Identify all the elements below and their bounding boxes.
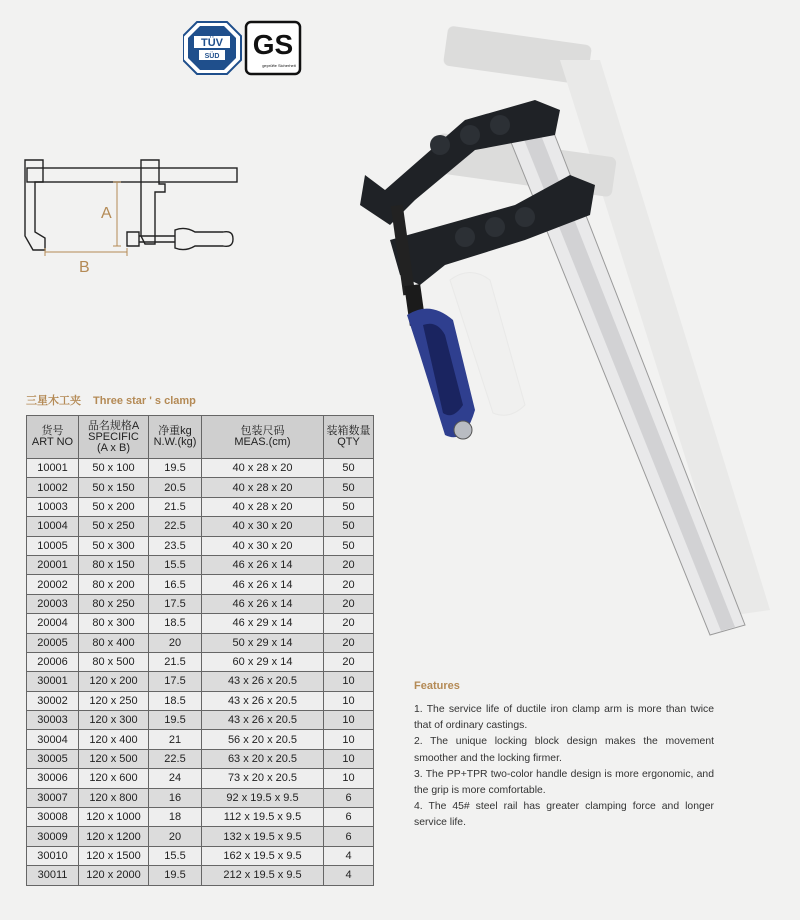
table-cell: 21 <box>149 730 202 749</box>
table-cell: 20 <box>324 652 374 671</box>
table-cell: 120 x 2000 <box>79 866 149 885</box>
table-row <box>27 730 374 749</box>
table-cell: 19.5 <box>149 711 202 730</box>
feature-item: 4. The 45# steel rail has greater clamping force and longer service life. <box>414 801 714 829</box>
table-cell: 80 x 500 <box>79 652 149 671</box>
column-header-en: QTY <box>337 436 360 448</box>
table-cell: 6 <box>324 788 374 807</box>
table-cell: 40 x 30 x 20 <box>202 517 324 536</box>
table-cell: 46 x 26 x 14 <box>202 575 324 594</box>
table-cell: 30002 <box>27 691 79 710</box>
table-cell: 30004 <box>27 730 79 749</box>
table-cell: 80 x 200 <box>79 575 149 594</box>
table-row <box>27 614 374 633</box>
column-header-cn: 装箱数量 <box>326 425 371 437</box>
table-cell: 30001 <box>27 672 79 691</box>
gs-subtext: geprüfte Sicherheit <box>262 63 296 68</box>
column-header <box>324 416 374 459</box>
table-cell: 10 <box>324 749 374 768</box>
table-cell: 80 x 250 <box>79 594 149 613</box>
table-row <box>27 711 374 730</box>
table-cell: 20001 <box>27 555 79 574</box>
table-cell: 50 <box>324 478 374 497</box>
certification-badges <box>183 20 303 76</box>
table-row <box>27 827 374 846</box>
table-cell: 19.5 <box>149 866 202 885</box>
table-cell: 120 x 400 <box>79 730 149 749</box>
table-cell: 73 x 20 x 20.5 <box>202 769 324 788</box>
column-header <box>27 416 79 459</box>
table-row <box>27 459 374 478</box>
column-header-cn: 净重kg <box>158 425 192 437</box>
table-cell: 30007 <box>27 788 79 807</box>
column-header-en: SPECIFIC <box>88 430 139 443</box>
table-cell: 43 x 26 x 20.5 <box>202 672 324 691</box>
dimension-a-label: A <box>101 205 112 222</box>
table-cell: 50 <box>324 517 374 536</box>
table-row <box>27 497 374 516</box>
gs-logo <box>246 22 300 74</box>
table-cell: 120 x 300 <box>79 711 149 730</box>
table-cell: 30005 <box>27 749 79 768</box>
feature-item: 2. The unique locking block design makes the movement smoother and the locking firmer. <box>414 736 714 764</box>
product-title-cn: 三星木工夹 <box>26 395 81 407</box>
table-row <box>27 575 374 594</box>
table-cell: 30003 <box>27 711 79 730</box>
table-cell: 50 <box>324 497 374 516</box>
product-clamp-image <box>345 25 800 655</box>
table-cell: 6 <box>324 808 374 827</box>
column-header <box>149 416 202 459</box>
feature-item: 3. The PP+TPR two-color handle design is more ergonomic, and the grip is more comfortable. <box>414 768 714 797</box>
table-cell: 46 x 26 x 14 <box>202 594 324 613</box>
table-cell: 120 x 600 <box>79 769 149 788</box>
table-cell: 19.5 <box>149 459 202 478</box>
table-cell: 20 <box>149 827 202 846</box>
column-header-en: N.W.(kg) <box>153 436 197 448</box>
dimension-b-label: B <box>79 259 90 276</box>
table-row <box>27 594 374 613</box>
table-cell: 120 x 1500 <box>79 846 149 865</box>
table-cell: 20 <box>324 614 374 633</box>
table-cell: 50 x 300 <box>79 536 149 555</box>
table-cell: 10 <box>324 711 374 730</box>
table-cell: 120 x 800 <box>79 788 149 807</box>
table-cell: 50 x 100 <box>79 459 149 478</box>
feature-item: 1. The service life of ductile iron clamp arm is more than twice that of ordinary castings. <box>414 704 714 732</box>
table-cell: 50 x 150 <box>79 478 149 497</box>
table-cell: 120 x 200 <box>79 672 149 691</box>
table-cell: 162 x 19.5 x 9.5 <box>202 846 324 865</box>
column-header <box>79 416 149 459</box>
table-cell: 16.5 <box>149 575 202 594</box>
features-heading: Features <box>414 680 460 692</box>
table-cell: 20 <box>324 575 374 594</box>
column-header-en2: (A x B) <box>96 441 130 454</box>
table-row <box>27 652 374 671</box>
table-cell: 20002 <box>27 575 79 594</box>
table-cell: 40 x 28 x 20 <box>202 497 324 516</box>
column-header-en: ART NO <box>31 436 74 448</box>
table-cell: 92 x 19.5 x 9.5 <box>202 788 324 807</box>
table-row <box>27 846 374 865</box>
table-cell: 10 <box>324 730 374 749</box>
table-row <box>27 749 374 768</box>
table-row <box>27 788 374 807</box>
table-cell: 20 <box>324 555 374 574</box>
product-title-en: Three star ' s clamp <box>93 395 196 407</box>
column-header <box>202 416 324 459</box>
product-title <box>26 392 196 408</box>
table-row <box>27 517 374 536</box>
table-cell: 60 x 29 x 14 <box>202 652 324 671</box>
table-cell: 212 x 19.5 x 9.5 <box>202 866 324 885</box>
table-cell: 40 x 28 x 20 <box>202 459 324 478</box>
table-cell: 80 x 400 <box>79 633 149 652</box>
clamp-outline <box>25 160 237 250</box>
table-cell: 30011 <box>27 866 79 885</box>
table-cell: 112 x 19.5 x 9.5 <box>202 808 324 827</box>
table-cell: 18.5 <box>149 614 202 633</box>
table-cell: 46 x 29 x 14 <box>202 614 324 633</box>
table-cell: 80 x 150 <box>79 555 149 574</box>
table-cell: 24 <box>149 769 202 788</box>
table-row <box>27 555 374 574</box>
table-cell: 18 <box>149 808 202 827</box>
table-row <box>27 633 374 652</box>
table-cell: 20004 <box>27 614 79 633</box>
table-cell: 20005 <box>27 633 79 652</box>
table-cell: 80 x 300 <box>79 614 149 633</box>
table-cell: 20006 <box>27 652 79 671</box>
sud-label: SÜD <box>204 53 220 60</box>
table-row <box>27 478 374 497</box>
table-cell: 17.5 <box>149 672 202 691</box>
table-cell: 50 <box>324 536 374 555</box>
tuv-label: TÜV <box>201 37 223 49</box>
table-cell: 50 x 200 <box>79 497 149 516</box>
table-cell: 30006 <box>27 769 79 788</box>
table-cell: 17.5 <box>149 594 202 613</box>
table-cell: 10004 <box>27 517 79 536</box>
column-header-cn: 包装尺码 <box>240 425 285 437</box>
table-cell: 20 <box>149 633 202 652</box>
column-header-cn: 品名规格A <box>87 419 140 432</box>
table-cell: 20 <box>324 594 374 613</box>
table-cell: 63 x 20 x 20.5 <box>202 749 324 768</box>
table-cell: 10003 <box>27 497 79 516</box>
table-cell: 50 x 29 x 14 <box>202 633 324 652</box>
table-cell: 10 <box>324 672 374 691</box>
table-row <box>27 536 374 555</box>
table-cell: 30010 <box>27 846 79 865</box>
features-list <box>414 702 714 832</box>
table-cell: 21.5 <box>149 497 202 516</box>
tuv-sud-logo <box>183 22 241 74</box>
table-cell: 30009 <box>27 827 79 846</box>
table-row <box>27 691 374 710</box>
table-cell: 15.5 <box>149 846 202 865</box>
table-row <box>27 769 374 788</box>
gs-label: GS <box>252 29 294 60</box>
table-cell: 20003 <box>27 594 79 613</box>
spec-table <box>26 415 374 886</box>
table-cell: 6 <box>324 827 374 846</box>
table-row <box>27 672 374 691</box>
table-header-row <box>27 416 374 459</box>
table-cell: 120 x 250 <box>79 691 149 710</box>
table-cell: 50 x 250 <box>79 517 149 536</box>
table-cell: 30008 <box>27 808 79 827</box>
table-cell: 120 x 500 <box>79 749 149 768</box>
table-cell: 4 <box>324 846 374 865</box>
table-cell: 4 <box>324 866 374 885</box>
table-cell: 132 x 19.5 x 9.5 <box>202 827 324 846</box>
table-cell: 15.5 <box>149 555 202 574</box>
table-cell: 20.5 <box>149 478 202 497</box>
table-cell: 10002 <box>27 478 79 497</box>
table-body <box>27 459 374 886</box>
table-row <box>27 808 374 827</box>
table-cell: 43 x 26 x 20.5 <box>202 711 324 730</box>
dimension-diagram <box>15 150 245 280</box>
table-row <box>27 866 374 885</box>
table-cell: 20 <box>324 633 374 652</box>
table-cell: 120 x 1200 <box>79 827 149 846</box>
table-cell: 21.5 <box>149 652 202 671</box>
table-cell: 43 x 26 x 20.5 <box>202 691 324 710</box>
table-cell: 22.5 <box>149 517 202 536</box>
table-cell: 10 <box>324 769 374 788</box>
column-header-cn: 货号 <box>41 425 64 437</box>
table-cell: 40 x 28 x 20 <box>202 478 324 497</box>
table-cell: 46 x 26 x 14 <box>202 555 324 574</box>
table-cell: 10005 <box>27 536 79 555</box>
table-cell: 23.5 <box>149 536 202 555</box>
table-cell: 40 x 30 x 20 <box>202 536 324 555</box>
table-cell: 16 <box>149 788 202 807</box>
table-cell: 22.5 <box>149 749 202 768</box>
table-cell: 56 x 20 x 20.5 <box>202 730 324 749</box>
table-cell: 10 <box>324 691 374 710</box>
table-cell: 10001 <box>27 459 79 478</box>
table-cell: 120 x 1000 <box>79 808 149 827</box>
table-cell: 18.5 <box>149 691 202 710</box>
table-cell: 50 <box>324 459 374 478</box>
column-header-en: MEAS.(cm) <box>234 436 291 448</box>
